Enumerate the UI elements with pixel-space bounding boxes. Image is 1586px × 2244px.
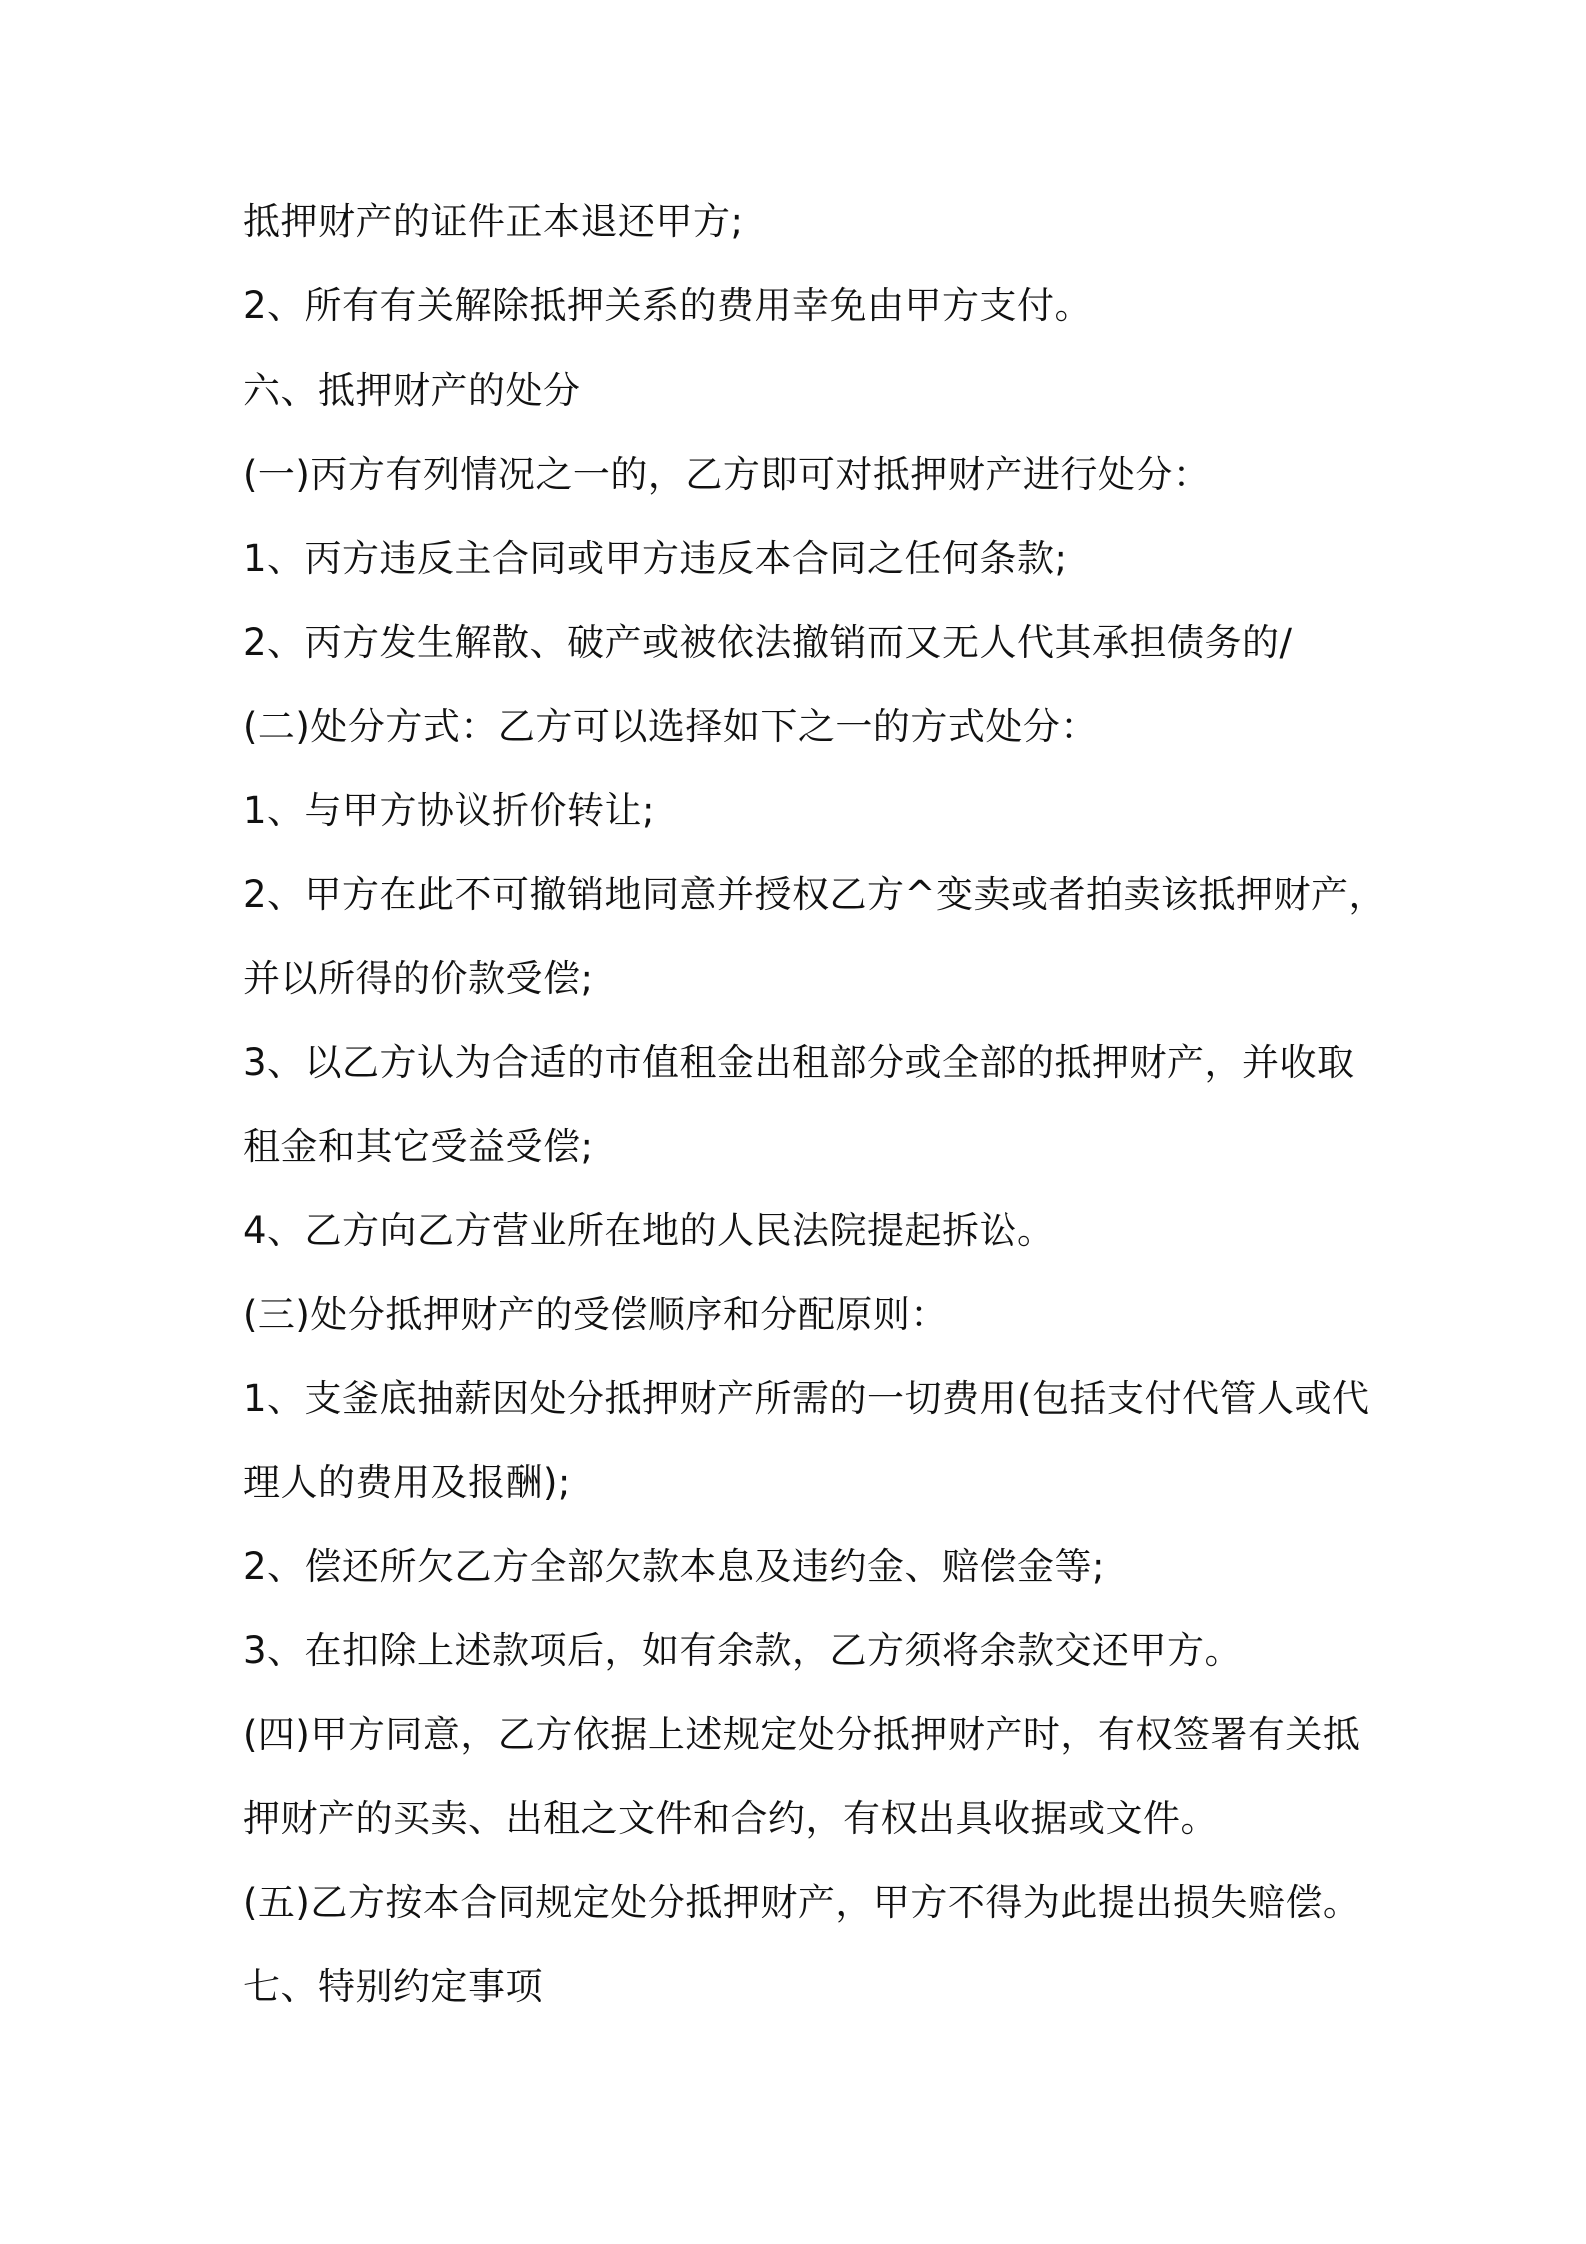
text-line: 租金和其它受益受偿; bbox=[243, 1125, 594, 1168]
text-line: 2、丙方发生解散、破产或被依法撤销而又无人代其承担债务的/ bbox=[243, 621, 1293, 664]
text-line: 抵押财产的证件正本退还甲方; bbox=[243, 200, 744, 243]
text-line: 2、偿还所欠乙方全部欠款本息及违约金、赔偿金等; bbox=[243, 1545, 1106, 1588]
section-heading: 七、特别约定事项 bbox=[243, 1965, 543, 2008]
text-line: 3、在扣除上述款项后，如有余款，乙方须将余款交还甲方。 bbox=[243, 1629, 1243, 1672]
text-line: 1、与甲方协议折价转让; bbox=[243, 789, 656, 832]
text-line: 2、所有有关解除抵押关系的费用幸免由甲方支付。 bbox=[243, 284, 1093, 327]
text-line: 1、丙方违反主合同或甲方违反本合同之任何条款; bbox=[243, 537, 1068, 580]
text-line: (二)处分方式：乙方可以选择如下之一的方式处分： bbox=[243, 705, 1098, 748]
text-line: 理人的费用及报酬); bbox=[243, 1461, 571, 1504]
text-line: 3、以乙方认为合适的市值租金出租部分或全部的抵押财产，并收取 bbox=[243, 1041, 1355, 1084]
text-line: (五)乙方按本合同规定处分抵押财产，甲方不得为此提出损失赔偿。 bbox=[243, 1881, 1361, 1924]
text-line: 1、支釜底抽薪因处分抵押财产所需的一切费用(包括支付代管人或代 bbox=[243, 1377, 1370, 1420]
section-heading: 六、抵押财产的处分 bbox=[243, 369, 581, 412]
text-line: (一)丙方有列情况之一的，乙方即可对抵押财产进行处分： bbox=[243, 453, 1211, 496]
text-line: 4、乙方向乙方营业所在地的人民法院提起拆讼。 bbox=[243, 1209, 1055, 1252]
text-line: (四)甲方同意，乙方依据上述规定处分抵押财产时，有权签署有关抵 bbox=[243, 1713, 1361, 1756]
text-line: 押财产的买卖、出租之文件和合约，有权出具收据或文件。 bbox=[243, 1797, 1218, 1840]
text-line: 并以所得的价款受偿; bbox=[243, 957, 594, 1000]
text-line: 2、甲方在此不可撤销地同意并授权乙方^变卖或者拍卖该抵押财产， bbox=[243, 873, 1387, 916]
text-line: (三)处分抵押财产的受偿顺序和分配原则： bbox=[243, 1293, 948, 1336]
